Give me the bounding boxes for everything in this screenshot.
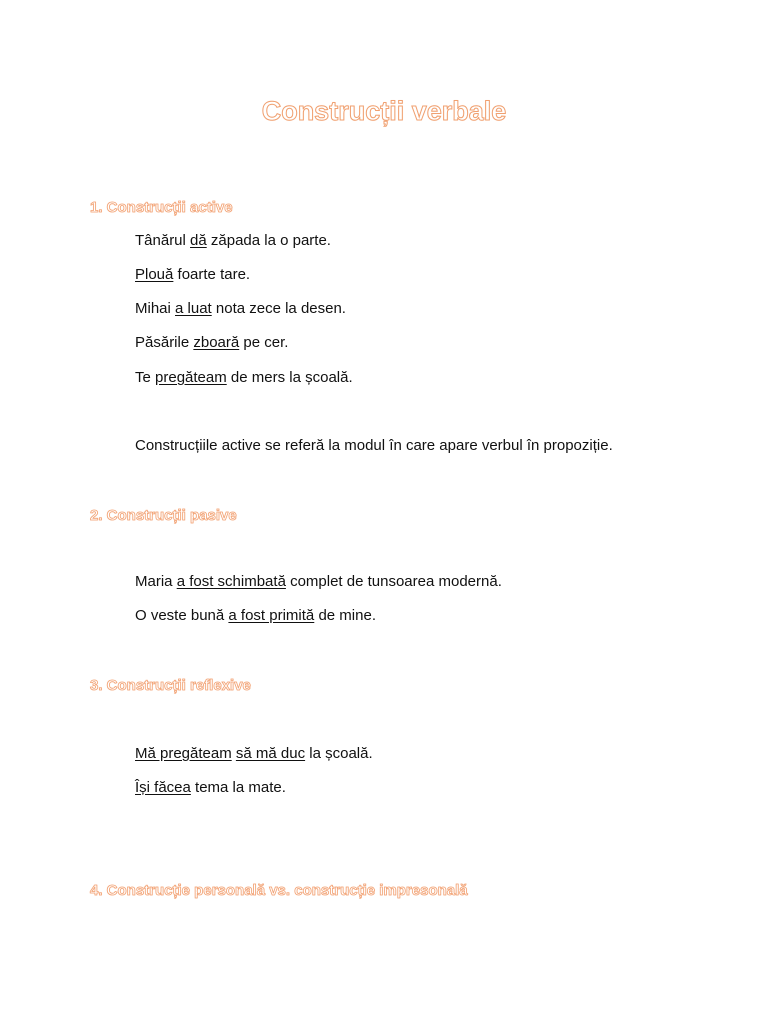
plain-text: la școală.	[305, 745, 373, 762]
example-line	[135, 369, 353, 386]
underlined-verb: Mă pregăteam	[135, 745, 232, 762]
example-line	[135, 607, 376, 624]
plain-text: Mihai	[135, 300, 176, 317]
underlined-verb: Plouă	[135, 266, 174, 283]
plain-text: O veste bună	[135, 607, 229, 624]
underlined-verb: Își făcea	[135, 779, 191, 796]
underlined-verb: a fost primită	[228, 607, 315, 624]
section-heading-personal-impersonal: 4. Construcție personală vs. construcție impresonală	[90, 882, 468, 899]
page-title: Construcții verbale	[261, 96, 507, 126]
example-line	[135, 745, 373, 762]
plain-text: pe cer.	[239, 334, 289, 351]
underlined-verb: să mă duc	[235, 745, 306, 762]
underlined-verb: a fost schimbată	[176, 573, 286, 590]
underlined-verb: a luat	[175, 300, 212, 317]
underlined-verb: pregăteam	[155, 369, 227, 386]
example-line	[135, 334, 288, 351]
example-line	[135, 300, 346, 317]
plain-text: Te	[135, 369, 156, 386]
plain-text: Maria	[135, 573, 177, 590]
plain-text: nota zece la desen.	[211, 300, 346, 317]
plain-text: Tânărul	[135, 232, 191, 249]
plain-text: tema la mate.	[190, 779, 286, 796]
section-note: Construcțiile active se referă la modul în care apare verbul în propoziție.	[135, 437, 613, 454]
underlined-verb: dă	[190, 232, 207, 249]
plain-text: zăpada la o parte.	[206, 232, 331, 249]
plain-text: foarte tare.	[173, 266, 251, 283]
plain-text: complet de tunsoarea modernă.	[285, 573, 502, 590]
example-line	[135, 779, 286, 796]
plain-text: de mers la școală.	[226, 369, 353, 386]
section-heading-passive: 2. Construcții pasive	[90, 507, 237, 524]
plain-text: de mine.	[314, 607, 376, 624]
section-heading-reflexive: 3. Construcții reflexive	[90, 677, 251, 694]
example-line	[135, 232, 331, 249]
underlined-verb: zboară	[193, 334, 240, 351]
section-heading-active: 1. Construcții active	[90, 199, 233, 216]
example-line	[135, 573, 502, 590]
example-line	[135, 266, 250, 283]
plain-text: Păsările	[135, 334, 194, 351]
